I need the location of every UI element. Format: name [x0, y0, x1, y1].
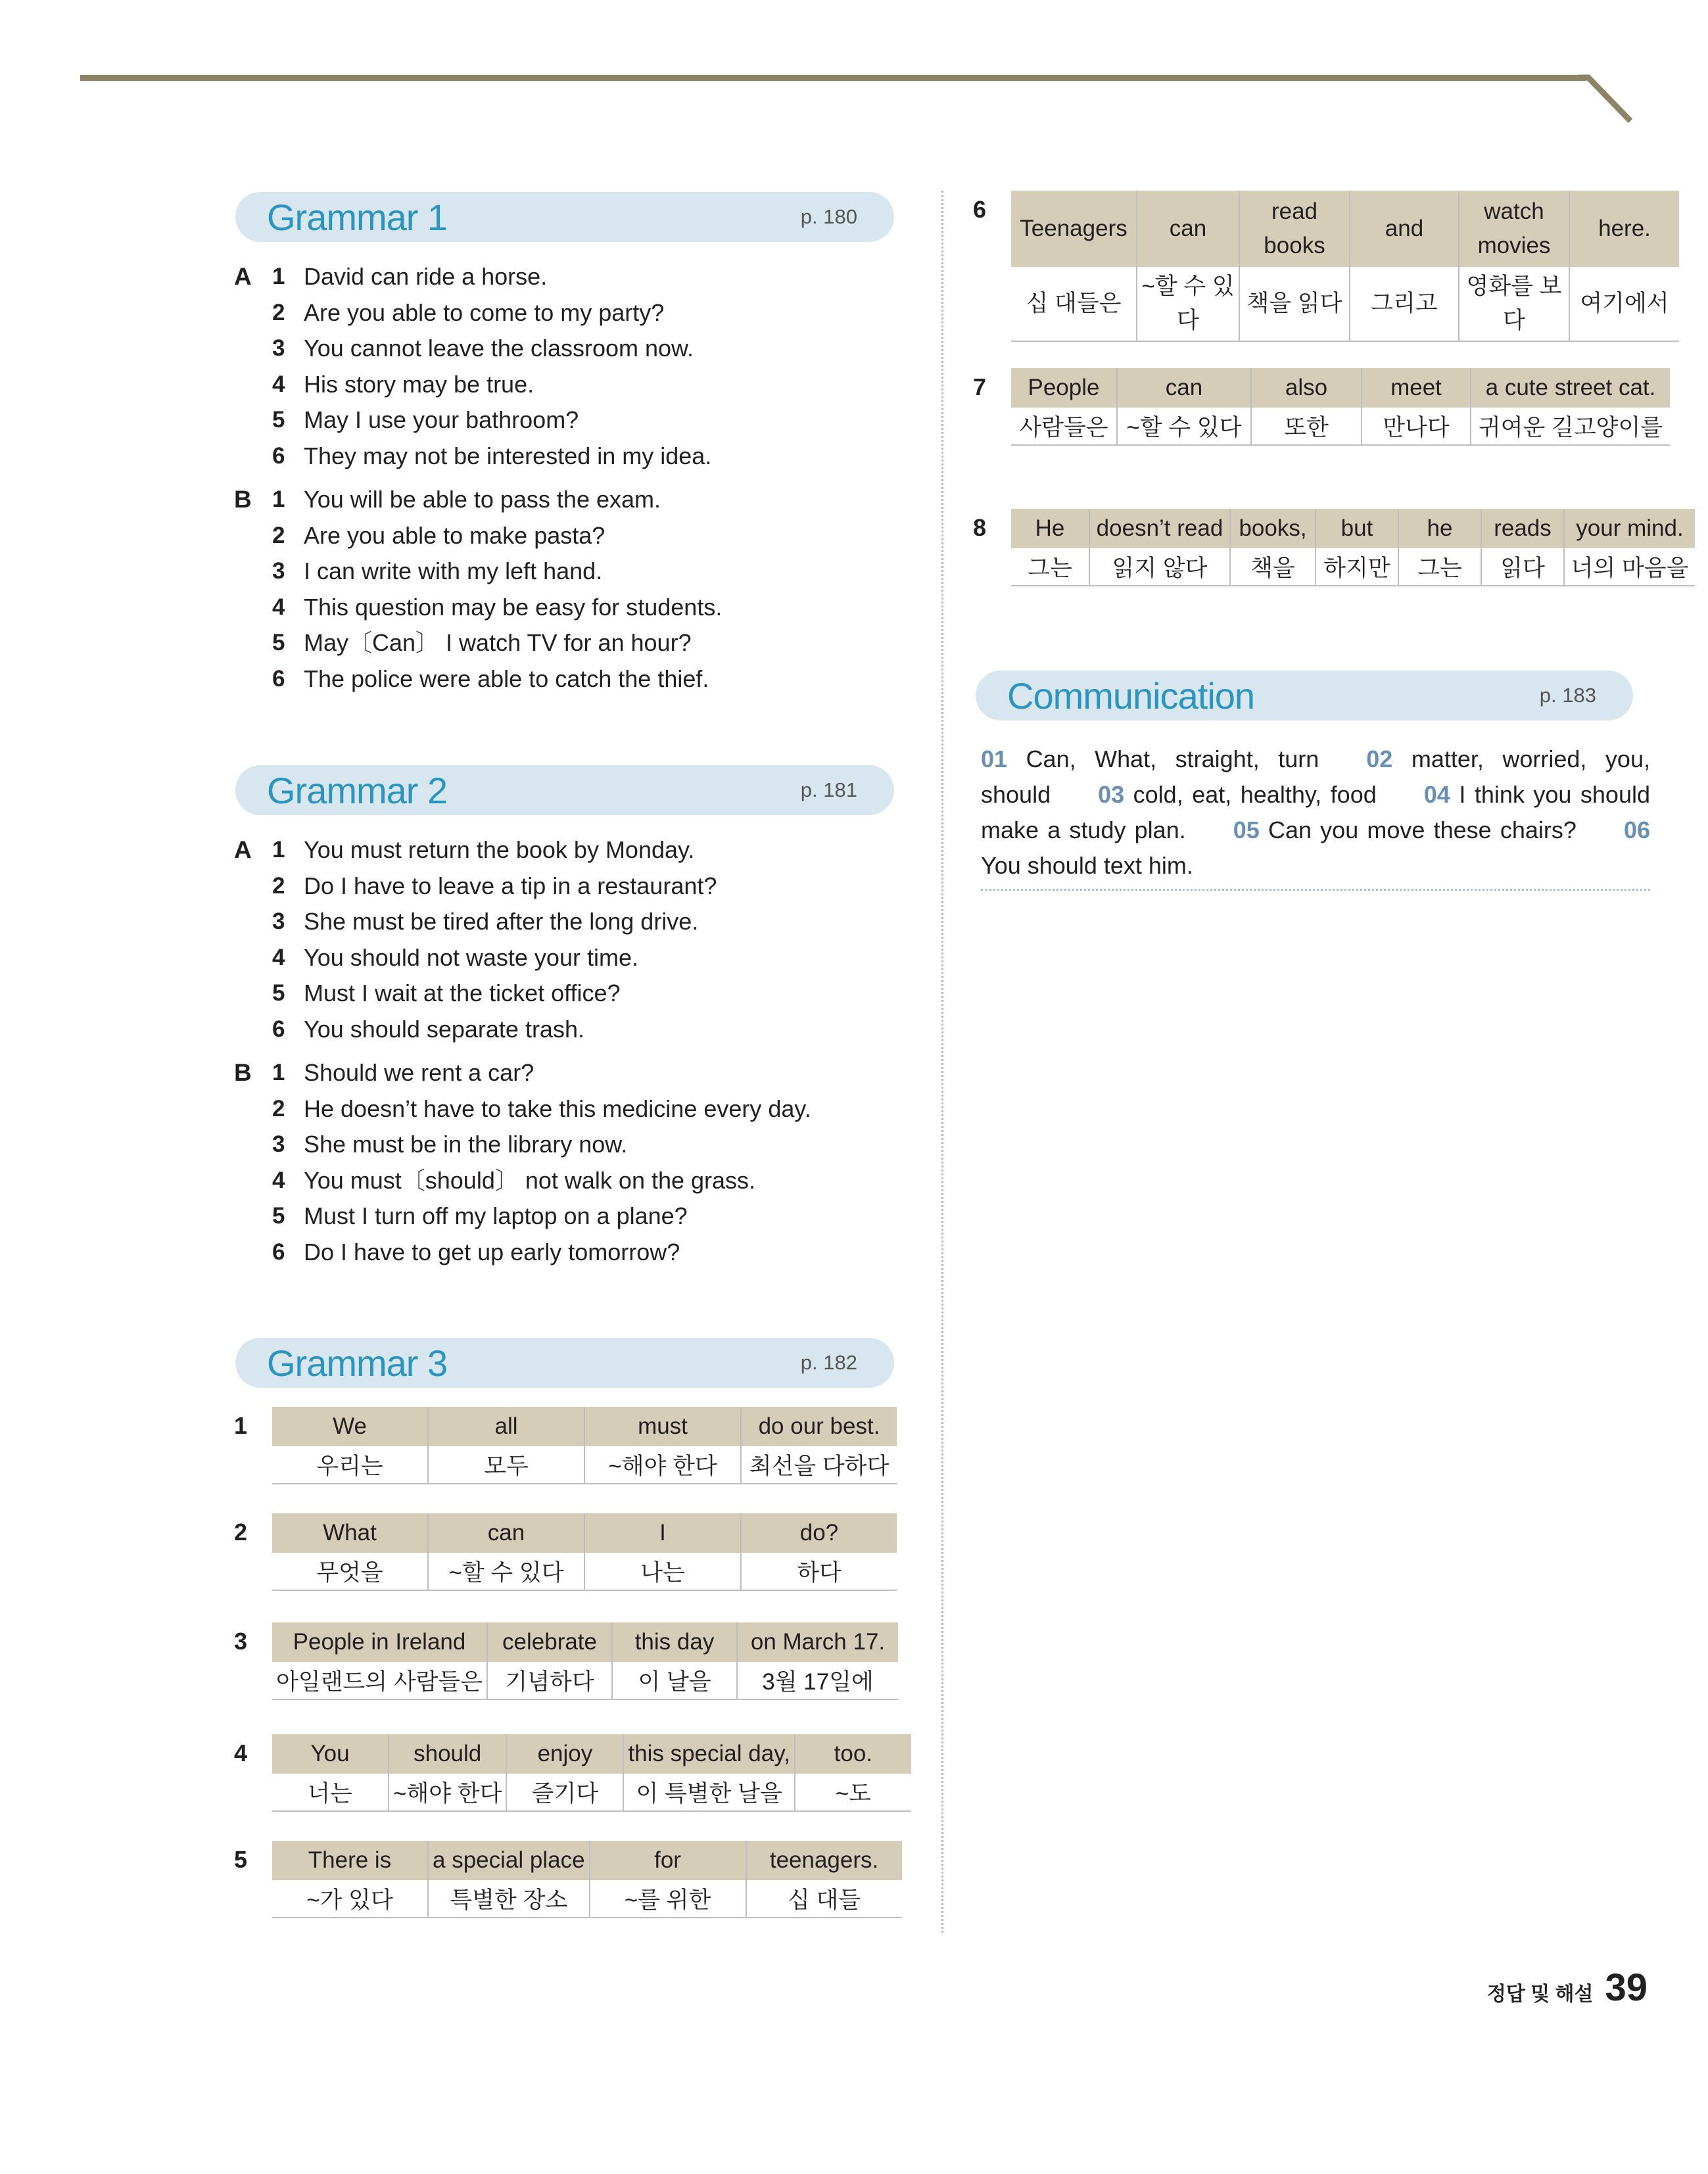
korean-cell: 십 대들은 [1011, 267, 1137, 341]
item-text: Do I have to get up early tomorrow? [304, 1238, 680, 1265]
answer-item [272, 904, 717, 940]
table-number: 2 [234, 1519, 248, 1546]
item-number: 5 [272, 1203, 285, 1229]
item-text: David can ride a horse. [304, 263, 548, 290]
section-page: p. 181 [800, 778, 857, 801]
answer-items [272, 832, 717, 1047]
item-number: 2 [272, 872, 285, 899]
korean-cell: 책을 [1230, 548, 1316, 586]
item-text: She must be in the library now. [304, 1131, 628, 1158]
section-title: Communication [1007, 674, 1255, 717]
english-cell: do our best. [741, 1407, 897, 1446]
korean-cell: 하지만 [1316, 548, 1398, 586]
answer-item [272, 402, 711, 438]
korean-row [272, 1553, 897, 1590]
item-text: Are you able to come to my party? [304, 298, 665, 326]
item-number: 6 [272, 1016, 285, 1042]
korean-cell: 특별한 장소 [428, 1880, 590, 1918]
item-text: May I use your bathroom? [304, 406, 579, 433]
english-cell: There is [272, 1841, 428, 1880]
word-table [272, 1734, 911, 1812]
korean-cell: 아일랜드의 사람들은 [272, 1662, 487, 1699]
communication-text: Can, What, straight, turn [1026, 745, 1319, 772]
korean-cell: 십 대들 [746, 1880, 902, 1918]
item-text: This question may be easy for students. [304, 593, 723, 621]
korean-cell: ~도 [795, 1774, 911, 1811]
table-number: 3 [234, 1628, 248, 1655]
english-cell: celebrate [487, 1622, 612, 1662]
communication-number: 01 [981, 745, 1008, 772]
answer-item [272, 367, 711, 403]
item-number: 2 [272, 299, 285, 325]
english-cell: doesn’t read [1089, 509, 1230, 548]
korean-cell: 하다 [741, 1553, 897, 1590]
grammar2-header [235, 765, 894, 815]
korean-cell: ~할 수 있다 [428, 1553, 584, 1590]
english-cell: We [272, 1407, 428, 1446]
group-letter: A [234, 836, 252, 863]
english-cell: and [1350, 191, 1459, 267]
english-row [272, 1622, 898, 1662]
communication-header [976, 671, 1633, 721]
korean-row [272, 1774, 911, 1811]
korean-row [272, 1662, 898, 1699]
english-cell: meet [1362, 368, 1471, 408]
top-rule [80, 75, 1586, 81]
word-table [272, 1407, 897, 1484]
answer-item [272, 868, 717, 905]
korean-cell: 또한 [1251, 408, 1362, 445]
answer-items [272, 259, 711, 474]
english-row [272, 1841, 902, 1880]
english-cell: watch movies [1459, 191, 1569, 267]
english-cell: Teenagers [1011, 191, 1137, 267]
english-cell: can [1117, 368, 1251, 408]
item-text: His story may be true. [304, 370, 534, 398]
group-letter: B [234, 1059, 252, 1086]
korean-cell: 너의 마음을 [1564, 548, 1695, 586]
table-number: 8 [973, 514, 987, 541]
group-letter: B [234, 486, 252, 513]
korean-row [272, 1880, 902, 1918]
english-cell: teenagers. [746, 1841, 902, 1880]
communication-number: 05 [1233, 816, 1260, 843]
korean-cell: 그리고 [1350, 267, 1459, 341]
communication-number: 04 [1423, 781, 1450, 808]
answer-group [234, 259, 722, 474]
english-row [1011, 191, 1679, 267]
english-cell: all [428, 1407, 584, 1446]
english-cell: can [428, 1513, 584, 1553]
translation-table [234, 1841, 902, 1918]
answer-item [272, 1198, 811, 1235]
footer-label: 정답 및 해설 [1486, 1983, 1594, 2005]
item-text: I can write with my left hand. [304, 557, 603, 584]
word-table [272, 1841, 902, 1918]
item-number: 6 [272, 1239, 285, 1265]
item-number: 6 [272, 442, 285, 469]
item-number: 6 [272, 665, 285, 692]
korean-cell: 영화를 보다 [1459, 267, 1569, 341]
korean-cell: 사람들은 [1011, 408, 1117, 445]
english-row [1011, 368, 1670, 408]
korean-cell: 최선을 다하다 [741, 1446, 897, 1484]
table-number: 5 [234, 1846, 248, 1873]
item-text: Are you able to make pasta? [304, 521, 605, 549]
answer-item [272, 940, 717, 976]
item-text: The police were able to catch the thief. [304, 665, 709, 692]
answer-item [272, 518, 722, 554]
korean-cell: 즐기다 [506, 1774, 623, 1811]
item-number: 4 [272, 944, 285, 970]
answer-item [272, 661, 722, 697]
answer-item [272, 1091, 811, 1127]
english-row [272, 1513, 897, 1553]
english-cell: your mind. [1564, 509, 1695, 548]
table-number: 6 [973, 196, 987, 223]
item-text: You cannot leave the classroom now. [304, 335, 694, 362]
table-number: 1 [234, 1412, 248, 1439]
korean-row [1011, 548, 1695, 586]
english-cell: also [1251, 368, 1362, 408]
korean-cell: 그는 [1011, 548, 1089, 586]
korean-cell: ~해야 한다 [584, 1446, 741, 1484]
item-text: Must I wait at the ticket office? [304, 980, 621, 1006]
english-cell: People in Ireland [272, 1622, 487, 1662]
english-cell: but [1316, 509, 1398, 548]
item-number: 5 [272, 980, 285, 1006]
english-cell: too. [795, 1734, 911, 1774]
section-page: p. 182 [800, 1351, 857, 1374]
english-cell: must [584, 1407, 741, 1446]
korean-cell: 여기에서 [1569, 267, 1679, 341]
item-number: 3 [272, 335, 285, 361]
english-cell: on March 17. [737, 1622, 898, 1662]
english-cell: for [590, 1841, 746, 1880]
answer-item [272, 438, 711, 475]
english-cell: should [389, 1734, 506, 1774]
answer-group [234, 482, 722, 697]
item-number: 2 [272, 522, 285, 548]
word-table [272, 1513, 897, 1591]
item-number: 3 [272, 558, 285, 584]
korean-cell: 모두 [428, 1446, 584, 1484]
communication-text: I think you should make a study plan. [981, 781, 1650, 843]
korean-cell: ~해야 한다 [389, 1774, 506, 1811]
communication-number: 03 [1098, 781, 1125, 808]
item-number: 3 [272, 909, 285, 934]
item-number: 1 [272, 1060, 285, 1085]
korean-cell: ~를 위한 [590, 1880, 746, 1918]
item-number: 4 [272, 1167, 285, 1193]
answer-item [272, 259, 711, 295]
section-page: p. 183 [1539, 684, 1596, 707]
english-cell: he [1398, 509, 1481, 548]
communication-text: You should text him. [981, 852, 1193, 879]
answer-group [234, 832, 811, 1047]
english-cell: can [1137, 191, 1239, 267]
communication-answers [981, 742, 1650, 891]
answer-item [272, 554, 722, 590]
korean-row [1011, 408, 1670, 445]
korean-cell: 이 날을 [612, 1662, 737, 1699]
item-text: She must be tired after the long drive. [304, 908, 699, 935]
item-number: 5 [272, 630, 285, 655]
answer-item [272, 295, 711, 331]
answer-item [272, 625, 722, 661]
korean-cell: ~할 수 있다 [1137, 267, 1239, 341]
korean-row [1011, 267, 1679, 341]
korean-cell: 이 특별한 날을 [623, 1774, 794, 1811]
answer-item [272, 1012, 717, 1048]
translation-table [234, 1622, 898, 1700]
english-cell: this day [612, 1622, 737, 1662]
korean-cell: 너는 [272, 1774, 389, 1811]
translation-table [234, 1513, 897, 1591]
communication-number: 06 [1623, 816, 1650, 843]
item-text: They may not be interested in my idea. [304, 442, 712, 469]
korean-cell: 그는 [1398, 548, 1481, 586]
item-number: 3 [272, 1131, 285, 1157]
communication-text: matter, worried, you, should [981, 745, 1650, 808]
grammar2-answers [234, 832, 811, 1278]
item-number: 1 [272, 837, 285, 863]
page-number: 39 [1605, 1966, 1648, 2009]
item-number: 4 [272, 371, 285, 397]
section-title: Grammar 3 [267, 1342, 448, 1384]
word-table [1011, 368, 1670, 446]
answer-group [234, 1055, 811, 1270]
korean-cell: 무엇을 [272, 1553, 428, 1590]
item-text: You should not waste your time. [304, 943, 638, 971]
english-cell: books, [1230, 509, 1316, 548]
item-text: May〔Can〕 I watch TV for an hour? [304, 629, 692, 656]
answer-item [272, 976, 717, 1012]
korean-cell: 기념하다 [487, 1662, 612, 1699]
answer-item [272, 1127, 811, 1163]
item-text: You should separate trash. [304, 1015, 584, 1043]
answer-item [272, 331, 711, 367]
english-cell: I [584, 1513, 741, 1553]
table-number: 7 [973, 373, 987, 400]
communication-text: Can you move these chairs? [1268, 816, 1577, 843]
translation-table [973, 368, 1670, 446]
korean-cell: 귀여운 길고양이를 [1471, 408, 1670, 445]
korean-cell: 우리는 [272, 1446, 428, 1484]
korean-cell: 읽지 않다 [1089, 548, 1230, 586]
item-text: Do I have to leave a tip in a restaurant? [304, 872, 717, 899]
english-cell: a special place [428, 1841, 590, 1880]
english-cell: a cute street cat. [1471, 368, 1670, 408]
english-cell: People [1011, 368, 1117, 408]
section-page: p. 180 [800, 205, 857, 228]
word-table [1011, 509, 1695, 586]
korean-cell: ~가 있다 [272, 1880, 428, 1918]
korean-cell: 나는 [584, 1553, 741, 1590]
grammar1-answers [234, 259, 722, 705]
korean-cell: 3월 17일에 [737, 1662, 898, 1699]
word-table [1011, 191, 1679, 342]
answer-item [272, 1235, 811, 1271]
english-cell: this special day, [623, 1734, 794, 1774]
section-title: Grammar 1 [267, 196, 448, 238]
english-cell: enjoy [506, 1734, 623, 1774]
item-number: 1 [272, 264, 285, 289]
word-table [272, 1622, 898, 1700]
item-text: You must return the book by Monday. [304, 836, 695, 863]
grammar3-header [235, 1338, 894, 1388]
english-cell: What [272, 1513, 428, 1553]
korean-cell: ~할 수 있다 [1117, 408, 1251, 445]
english-cell: You [272, 1734, 389, 1774]
english-row [272, 1407, 897, 1446]
item-text: Should we rent a car? [304, 1059, 534, 1086]
english-cell: He [1011, 509, 1089, 548]
english-cell: read books [1239, 191, 1350, 267]
english-row [1011, 509, 1695, 548]
column-divider [941, 191, 943, 1933]
answer-item [272, 832, 717, 868]
item-number: 5 [272, 407, 285, 433]
grammar1-header [235, 192, 894, 242]
answer-item [272, 482, 722, 518]
page-footer [1487, 1966, 1648, 2010]
answer-items [272, 1055, 811, 1270]
item-number: 1 [272, 486, 285, 512]
english-cell: here. [1569, 191, 1679, 267]
communication-number: 02 [1366, 745, 1393, 772]
translation-table [234, 1407, 897, 1484]
english-row [272, 1734, 911, 1774]
translation-table [973, 509, 1695, 586]
answer-item [272, 1055, 811, 1091]
table-number: 4 [234, 1739, 248, 1766]
top-rule-corner [1578, 72, 1637, 125]
group-letter: A [234, 263, 252, 290]
item-number: 2 [272, 1095, 285, 1122]
answer-items [272, 482, 722, 697]
item-text: You will be able to pass the exam. [304, 486, 661, 513]
korean-row [272, 1446, 897, 1484]
korean-cell: 읽다 [1481, 548, 1564, 586]
item-text: Must I turn off my laptop on a plane? [304, 1202, 688, 1229]
communication-text: cold, eat, healthy, food [1133, 781, 1377, 808]
english-cell: do? [741, 1513, 897, 1553]
item-text: He doesn’t have to take this medicine every day. [304, 1095, 811, 1122]
translation-table [234, 1734, 911, 1812]
item-number: 4 [272, 594, 285, 620]
answer-item [272, 590, 722, 626]
section-title: Grammar 2 [267, 769, 448, 811]
answer-item [272, 1163, 811, 1199]
english-cell: reads [1481, 509, 1564, 548]
korean-cell: 책을 읽다 [1239, 267, 1350, 341]
translation-table [973, 191, 1679, 342]
korean-cell: 만나다 [1362, 408, 1471, 445]
item-text: You must〔should〕 not walk on the grass. [304, 1166, 756, 1194]
